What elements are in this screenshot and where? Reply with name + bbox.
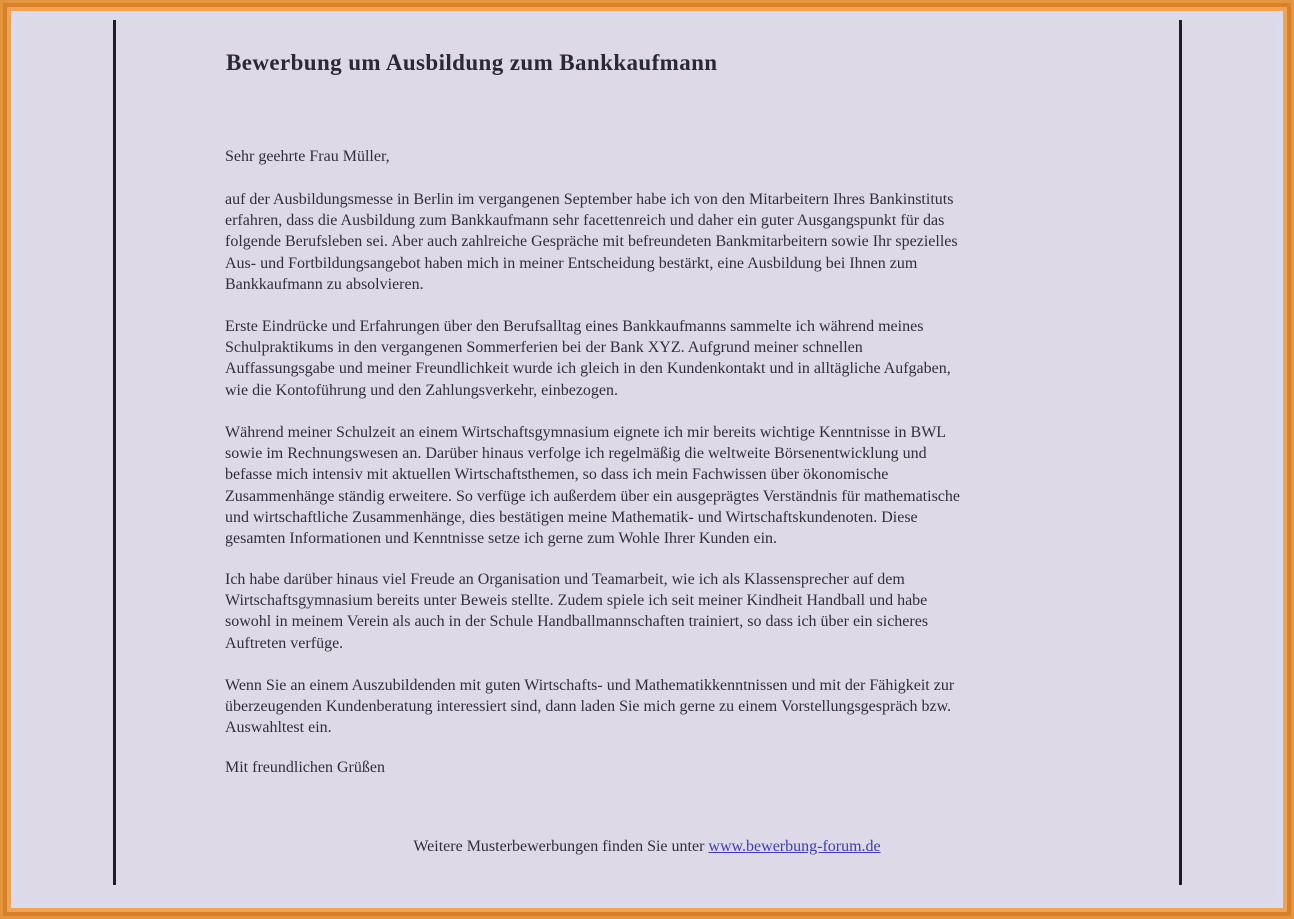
letter-line: wie die Kontoführung und den Zahlungsverkehr, einbezogen. bbox=[225, 381, 619, 399]
letter-paragraph-1 bbox=[225, 189, 958, 295]
letter-line: Aus- und Fortbildungsangebot haben mich in meiner Entscheidung bestärkt, eine Ausbildung bei Ihnen zum bbox=[225, 254, 918, 272]
letter-line: folgende Berufsleben sei. Aber auch zahlreiche Gespräche mit befreundeten Bankmitarbeitern sowie Ihr spezielles bbox=[225, 233, 958, 251]
letter-title: Bewerbung um Ausbildung zum Bankkaufmann bbox=[226, 50, 718, 75]
letter-line: Auftreten verfüge. bbox=[225, 634, 344, 652]
letter-line: Auswahltest ein. bbox=[225, 719, 332, 737]
right-margin-rule bbox=[1179, 20, 1182, 885]
letter-line: Zusammenhänge ständig erweitere. So verfüge ich außerdem über ein ausgeprägtes Verständnis für mathematische bbox=[225, 487, 960, 505]
letter-line: auf der Ausbildungsmesse in Berlin im vergangenen September habe ich von den Mitarbeitern Ihres Bankinstituts bbox=[225, 191, 954, 208]
letter-line: Auffassungsgabe und meiner Freundlichkeit wurde ich gleich in den Kundenkontakt und in alltägliche Aufgaben, bbox=[225, 360, 951, 378]
letter-line: Wenn Sie an einem Auszubildenden mit guten Wirtschafts- und Mathematikkenntnissen und mit der Fähigkeit zur bbox=[225, 677, 955, 694]
letter-paragraph-3 bbox=[225, 422, 960, 549]
footer bbox=[0, 836, 1294, 857]
letter-line: Während meiner Schulzeit an einem Wirtschaftsgymnasium eignete ich mir bereits wichtige Kenntnisse in BWL bbox=[225, 424, 947, 441]
letter-line: erfahren, dass die Ausbildung zum Bankkaufmann sehr facettenreich und daher ein guter Ausgangspunkt für das bbox=[225, 212, 945, 230]
letter-line: überzeugenden Kundenberatung interessiert sind, dann laden Sie mich gerne zu einem Vorstellungsgespräch bzw. bbox=[225, 698, 952, 716]
letter-line: Wirtschaftsgymnasium bereits unter Beweis stellte. Zudem spiele ich seit meiner Kindheit Handball und habe bbox=[225, 592, 928, 610]
letter-line: sowie im Rechnungswesen an. Darüber hinaus verfolge ich regelmäßig die weltweite Börsenentwicklung und bbox=[225, 445, 927, 463]
footer-link[interactable]: www.bewerbung-forum.de bbox=[708, 838, 881, 855]
letter-paragraph-5 bbox=[225, 675, 954, 739]
letter-line: Erste Eindrücke und Erfahrungen über den Berufsalltag eines Bankkaufmanns sammelte ich während meines bbox=[225, 318, 924, 335]
letter-line: gesamten Informationen und Kenntnisse setze ich gerne zum Wohle Ihrer Kunden ein. bbox=[225, 530, 778, 548]
letter-line: Schulpraktikums in den vergangenen Sommerferien bei der Bank XYZ. Aufgrund meiner schnellen bbox=[225, 339, 863, 357]
letter-line: Bankkaufmann zu absolvieren. bbox=[225, 275, 424, 293]
letter-paragraph-4 bbox=[225, 569, 928, 654]
letter-line: Ich habe darüber hinaus viel Freude an Organisation und Teamarbeit, wie ich als Klassensprecher auf dem bbox=[225, 571, 905, 588]
footer-text: Weitere Musterbewerbungen finden Sie unter bbox=[413, 838, 709, 855]
letter-greeting: Sehr geehrte Frau Müller, bbox=[225, 148, 390, 165]
left-margin-rule bbox=[113, 20, 116, 885]
letter-paragraph-2 bbox=[225, 316, 951, 401]
letter-line: befasse mich intensiv mit aktuellen Wirtschaftsthemen, so dass ich mein Fachwissen über ökonomische bbox=[225, 466, 889, 484]
letter-line: sowohl in meinem Verein als auch in der Schule Handballmannschaften trainiert, so dass ich über ein sicheres bbox=[225, 613, 929, 631]
letter-line: und wirtschaftliche Zusammenhänge, dies bestätigen meine Mathematik- und Wirtschaftskundenoten. Diese bbox=[225, 508, 918, 526]
letter-closing: Mit freundlichen Grüßen bbox=[225, 759, 385, 776]
